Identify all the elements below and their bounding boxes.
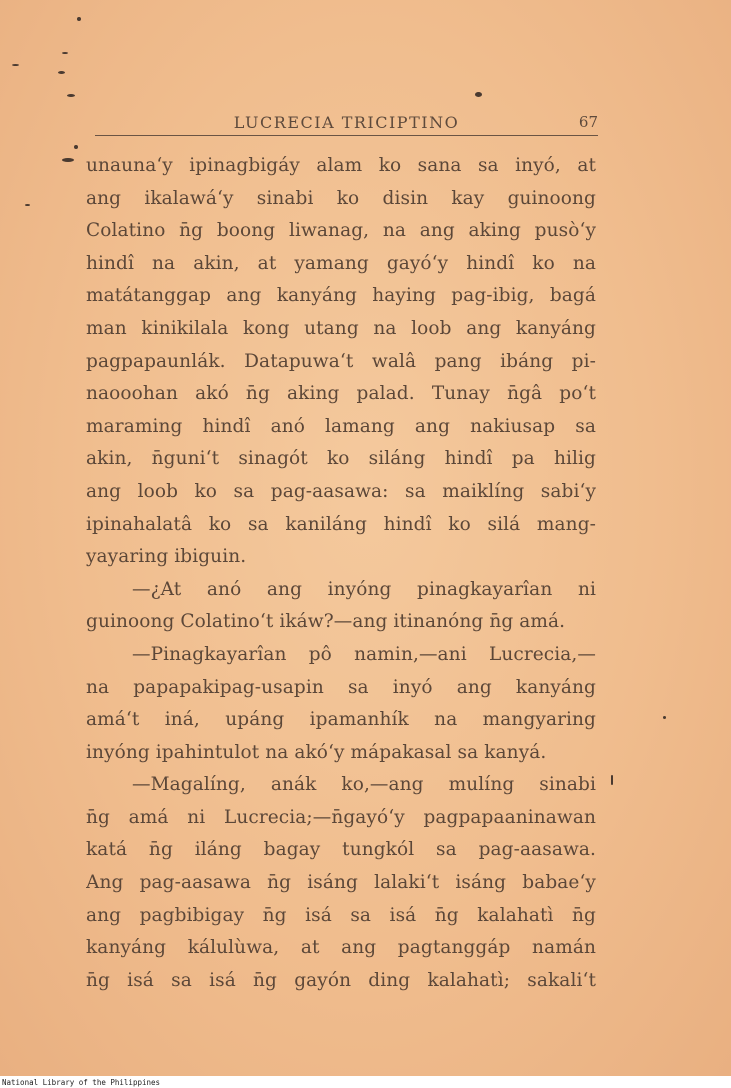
text-line: ang pagbibigay n̄g isá sa isá n̄g kalahatì n̄g [86,904,596,926]
text-line: man kinikilala kong utang na loob ang kanyáng [86,317,596,339]
text-line: n̄g isá sa isá n̄g gayón ding kalahatì; sakali‘t [86,969,596,991]
text-line: —Pinagkayarîan pô namin,—ani Lucrecia,— [132,643,596,665]
text-line: —Magalíng, anák ko,—ang mulíng sinabi [132,774,596,796]
text-line: unauna‘y ipinagbigáy alam ko sana sa inyó, at [86,155,596,176]
text-line: Colatino n̄g boong liwanag, na ang aking pusò‘y [86,220,596,242]
ink-speck [62,158,74,162]
text-line: kanyáng kálulùwa, at ang pagtanggáp namán [86,937,596,959]
text-line: guinoong Colatino‘t ikáw?—ang itinanóng n̄g amá. [86,611,566,633]
text-line: ang ikalawá‘y sinabi ko disin kay guinoong [86,187,596,209]
text-line: —¿At anó ang inyóng pinagkayarîan ni [132,578,596,600]
ink-speck [77,17,81,21]
text-line: ipinahalatâ ko sa kaniláng hindî ko silá mang- [86,513,596,535]
text-line: pagpapaunlák. Datapuwa‘t walâ pang ibáng pi- [86,350,596,372]
text-line: matátanggap ang kanyáng haying pag-ibig, bagá [86,285,596,307]
text-line: n̄g amá ni Lucrecia;—n̄gayó‘y pagpapaaninawan [86,806,596,828]
text-line: naooohan akó n̄g aking palad. Tunay n̄gâ po‘t [86,383,596,405]
page-number: 67 [578,113,598,131]
ink-speck [12,64,19,66]
ink-speck [611,775,613,785]
ink-speck [25,204,30,206]
text-line: yayaring ibiguin. [86,546,247,568]
text-line: katá n̄g iláng bagay tungkól sa pag-aasawa. [86,839,596,861]
text-line: ang loob ko sa pag-aasawa: sa maiklíng sabi‘y [86,480,596,502]
ink-speck [58,71,65,74]
text-line: akin, n̄guni‘t sinagót ko siláng hindî pa hilig [86,448,596,470]
ink-speck [74,145,78,149]
library-credit: National Library of the Philippines [2,1078,161,1087]
ink-speck [67,94,75,97]
text-line: na papapakipag-usapin sa inyó ang kanyáng [86,676,596,698]
text-line: hindî na akin, at yamang gayó‘y hindî ko na [86,252,596,274]
text-line: Ang pag-aasawa n̄g isáng lalaki‘t isáng babae‘y [86,872,596,894]
ink-speck [475,92,482,97]
text-line: amá‘t iná, upáng ipamanhík na mangyaring [86,709,596,731]
running-head [95,113,598,137]
header-rule [95,135,598,136]
text-line: maraming hindî anó lamang ang nakiusap sa [86,415,596,437]
ink-speck [62,52,68,54]
text-line: inyóng ipahintulot na akó‘y mápakasal sa kanyá. [86,741,547,763]
ink-speck [663,716,666,719]
body-text [86,150,596,997]
running-title: LUCRECIA TRICIPTINO [233,113,460,132]
